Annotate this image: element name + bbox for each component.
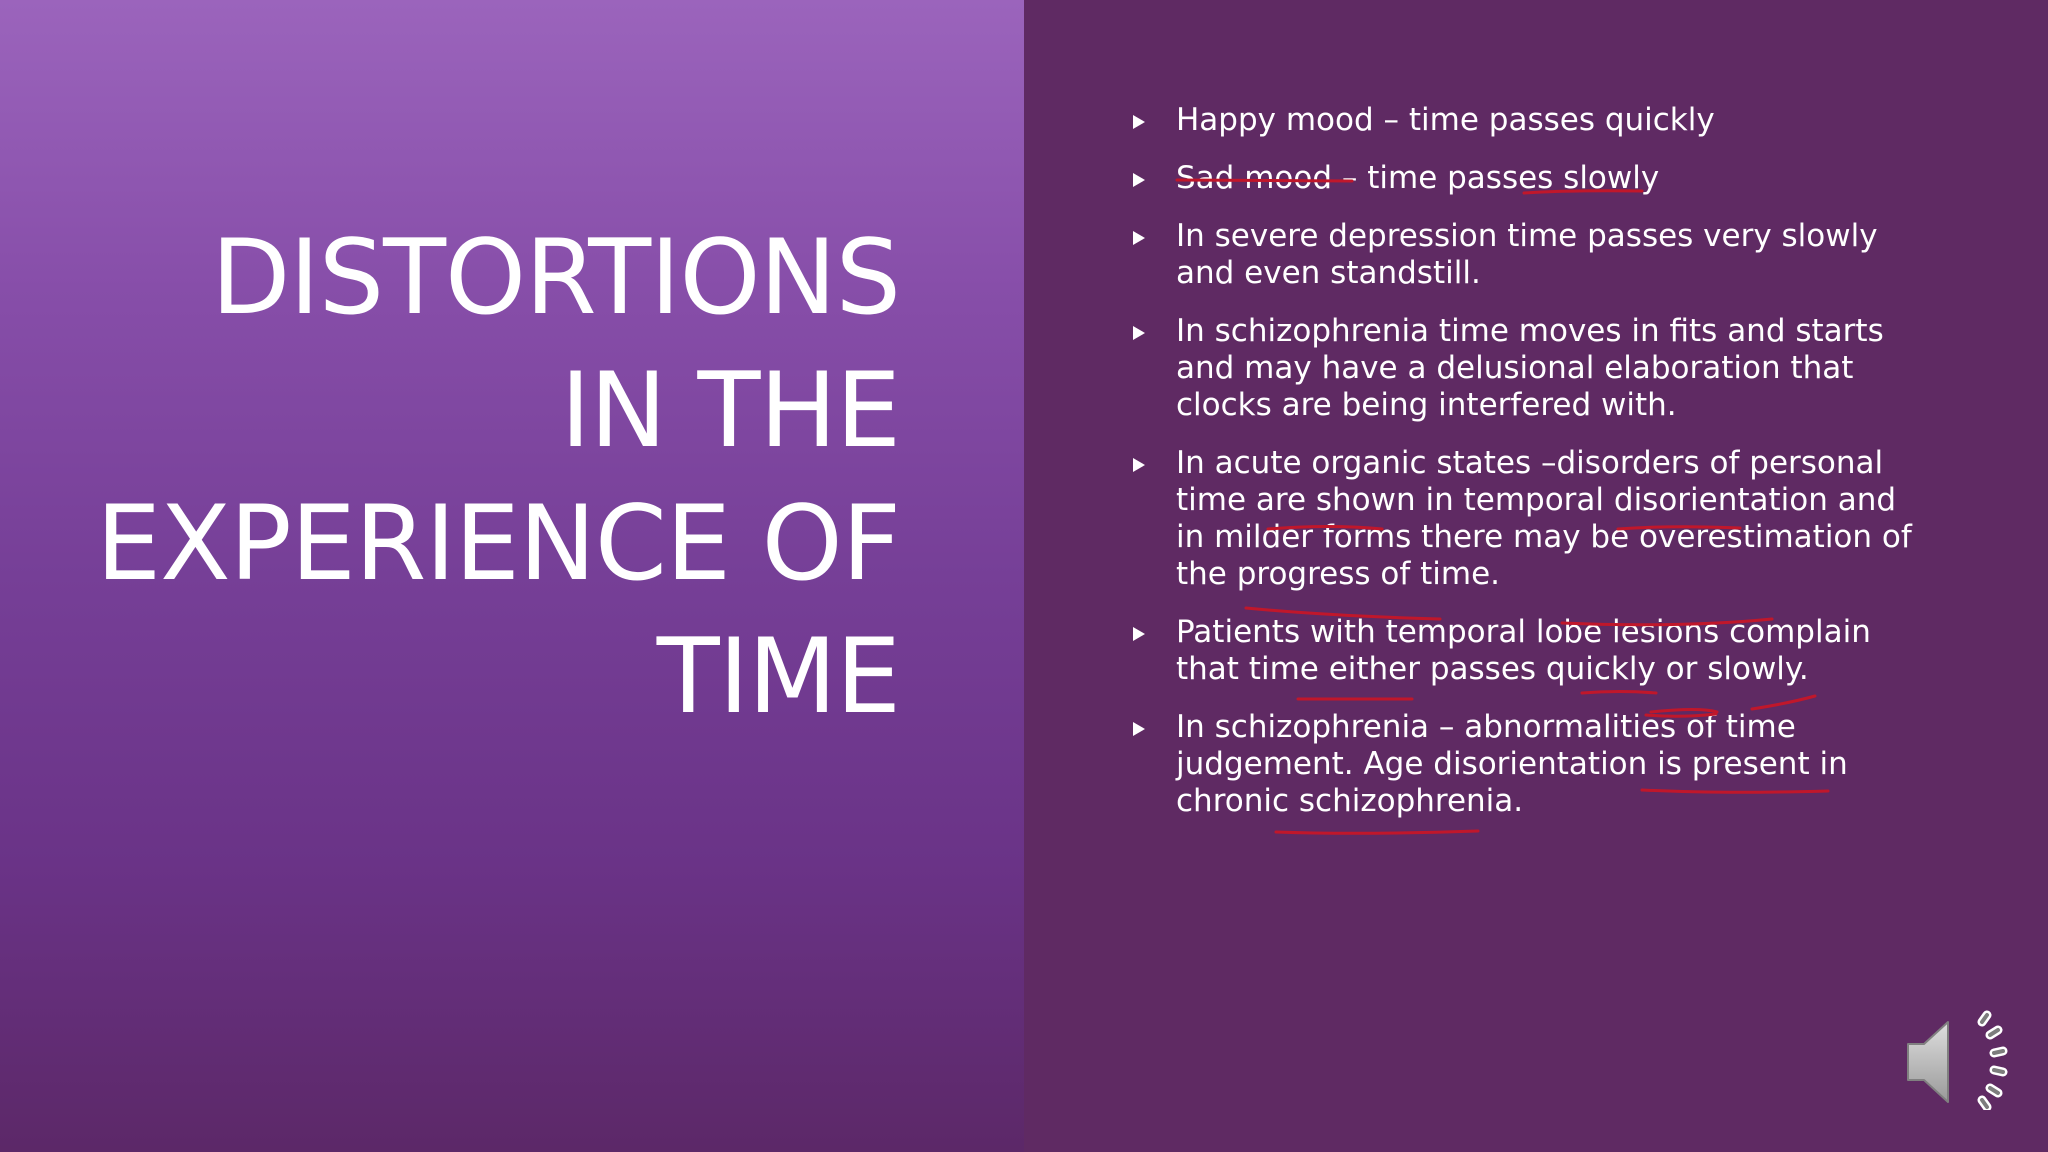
bullet-item	[1128, 160, 1928, 197]
title-line: TIME	[656, 617, 900, 737]
bullet-arrow-icon	[1133, 115, 1145, 129]
bullet-arrow-icon	[1133, 326, 1145, 340]
bullet-item	[1128, 445, 1928, 593]
bullet-arrow-icon	[1133, 231, 1145, 245]
bullet-text: In acute organic states –disorders of personal time are shown in temporal disorientation and in milder forms there may be overestimation of the progress of time.	[1176, 445, 1912, 592]
bullet-arrow-icon	[1133, 722, 1145, 736]
bullet-text: In schizophrenia time moves in fits and starts and may have a delusional elaboration that clocks are being interfered with.	[1176, 313, 1884, 423]
slide-title	[96, 212, 900, 744]
bullet-arrow-icon	[1133, 627, 1145, 641]
audio-button[interactable]	[1902, 1010, 2014, 1110]
bullet-item	[1128, 218, 1928, 292]
bullet-item	[1128, 102, 1928, 139]
bullet-item	[1128, 614, 1928, 688]
bullet-text: Happy mood – time passes quickly	[1176, 102, 1715, 138]
bullet-arrow-icon	[1133, 173, 1145, 187]
bullet-item	[1128, 709, 1928, 820]
speaker-icon	[1902, 1010, 2014, 1110]
title-line: IN THE	[560, 351, 900, 471]
bullet-text: In severe depression time passes very slowly and even standstill.	[1176, 218, 1878, 291]
bullet-item	[1128, 313, 1928, 424]
bullet-arrow-icon	[1133, 458, 1145, 472]
bullet-text: Patients with temporal lobe lesions complain that time either passes quickly or slowly.	[1176, 614, 1871, 687]
bullet-list	[1128, 102, 1928, 841]
bullet-text: Sad mood – time passes slowly	[1176, 160, 1660, 196]
title-line: EXPERIENCE OF	[96, 484, 900, 604]
bullet-text: In schizophrenia – abnormalities of time judgement. Age disorientation is present in chronic schizophrenia.	[1176, 709, 1848, 819]
title-line: DISTORTIONS	[211, 218, 900, 338]
